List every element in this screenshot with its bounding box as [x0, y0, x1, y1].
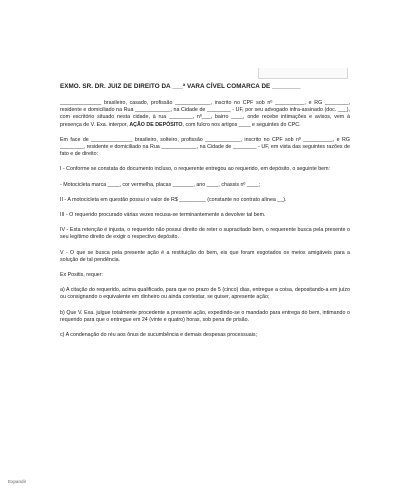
document-heading: EXMO. SR. DR. JUIZ DE DIREITO DA ___ª VARA CÍVEL COMARCA DE ________ — [60, 83, 301, 90]
paragraph-qualificacao-autor — [60, 100, 350, 129]
document-page — [60, 82, 350, 347]
paragraph-motocicleta: - Motocicleta marca ____, cor vermelha, placas _______, ano ____, chassis nº ____; — [60, 181, 261, 188]
paragraph-item-1: I - Conforme se constata do documento incluso, o requerente entregou ao requerido, em depósito, o seguinte bem: — [60, 166, 331, 173]
paragraph-pedido-c: c) A condenação do réu aos ônus de sucumbência e demais despesas processuais; — [60, 332, 257, 339]
paragraph-pedido-b: b) Que V. Exa. julgue totalmente procedente a presente ação, expedindo-se o mandado para entrega do bem, intimando o requerido para que o entregue em 24 (vinte e quatro) horas, sob pena de prisão. — [60, 309, 350, 323]
paragraph-item-4: IV - Esta retenção é injusta, o requerido não possui direito de reter o supracitado bem, o requerente busca pela presente o seu legítimo direito de exigir o respectivo depósito. — [60, 227, 350, 241]
action-suffix: , com fulcro nos artigos ____ e seguintes do CPC. — [182, 121, 301, 128]
paragraph-item-5: V - O que se busca pela presente ação é a restituição do bem, eis que foram esgotados os meios amigáveis para a solução de tal pendência. — [60, 249, 350, 263]
expand-link[interactable]: Expandir — [8, 479, 27, 484]
action-title: AÇÃO DE DEPÓSITO — [129, 121, 183, 128]
paragraph-item-2: II - A motocicleta em questão possui o valor de R$ _________ (constante no contrato alínea __). — [60, 196, 287, 203]
paragraph-qualificacao-autor-text: ______________ brasileiro, casado, profissão ____________, inscrito no CPF sob nº __________, e RG ________, residente e domiciliado na Rua ____________, na Cidade de ________ - UF, por seu advogado infra-assinado (doc. ___), com escritório situado nesta cidade, à rua ________, nº___, bairro ____, onde recebe intimações e avisos, vem à presença de V. Exa. interpor, — [60, 100, 350, 128]
paragraph-item-3: III - O requerido procurado várias vezes recusa-se terminantemente a devolver tal bem. — [60, 212, 266, 219]
paragraph-qualificacao-reu: Em face de ______________ brasileiro, solteiro, profissão ____________, inscrito no CPF sob nº __________, e RG ________, residente e domiciliado na Rua ____________, na Cidade de ________ - UF, em vista das seguintes razões de fato e de direito: — [60, 136, 350, 158]
paragraph-ex-positis: Ex Positis, requer: — [60, 272, 103, 279]
header-form-strip — [258, 68, 348, 79]
paragraph-pedido-a: a) A citação do requerido, acima qualificado, para que no prazo de 5 (cinco) dias, entregue a coisa, depositando-a em juízo ou consignando o equivalente em dinheiro ou ainda contestar, se quiser, apresente ação; — [60, 287, 350, 301]
